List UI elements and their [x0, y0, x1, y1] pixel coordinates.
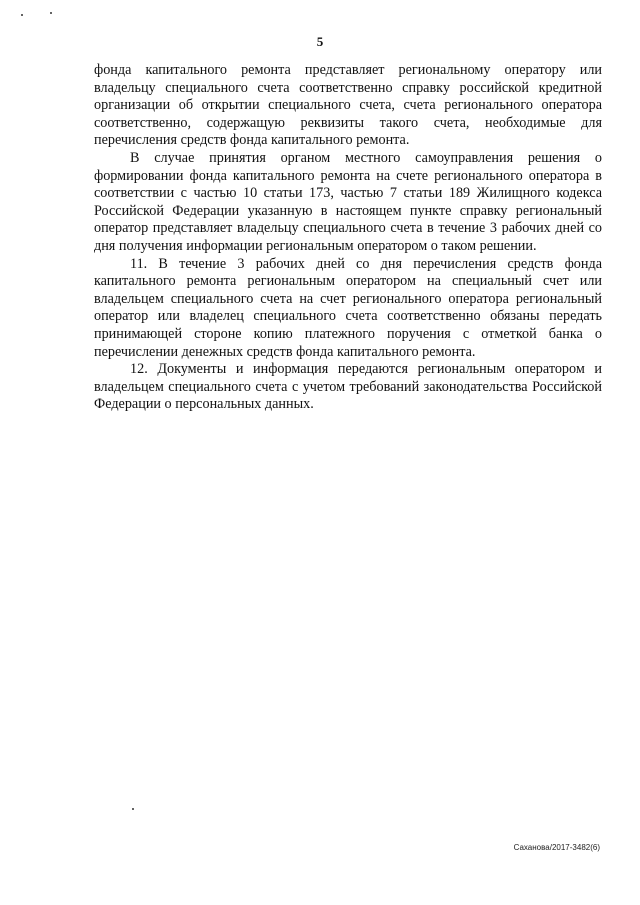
document-body — [94, 62, 602, 414]
paragraph: 11. В течение 3 рабочих дней со дня перечисления средств фонда капитального ремонта региональным оператором на специальный счет или владельцем специального счета на счет регионального оператора региональный оператор или владелец специального счета соответственно обязаны передать принимающей стороне копию платежного поручения с отметкой банка о перечислении денежных средств фонда капитального ремонта. — [94, 255, 602, 360]
scan-speck — [132, 808, 134, 810]
document-reference: Саханова/2017-3482(6) — [513, 843, 600, 852]
paragraph: 12. Документы и информация передаются региональным оператором и владельцем специального счета с учетом требований законодательства Российской Федерации о персональных данных. — [94, 361, 602, 413]
paragraph: фонда капитального ремонта представляет региональному оператору или владельцу специального счета соответственно справку российской кредитной организации об открытии специального счета, счета регионального оператора соответственно, содержащую реквизиты такого счета, необходимые для перечисления средств фонда капитального ремонта. — [94, 62, 602, 149]
scan-speck — [21, 14, 23, 16]
paragraph: В случае принятия органом местного самоуправления решения о формировании фонда капитального ремонта на счете регионального оператора в соответствии с частью 10 статьи 173, частью 7 статьи 189 Жилищного кодекса Российской Федерации указанную в настоящем пункте справку региональный оператор представляет владельцу специального счета в течение 3 рабочих дней со дня получения информации региональным оператором о таком решении. — [94, 149, 602, 254]
page-number: 5 — [316, 34, 324, 49]
scan-speck — [50, 12, 52, 14]
